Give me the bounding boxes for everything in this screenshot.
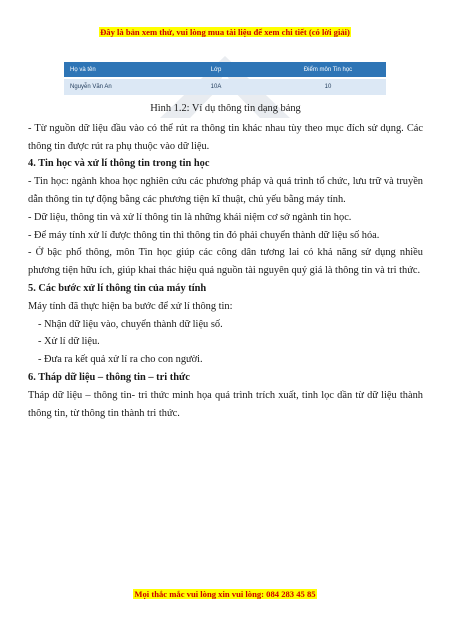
document-body (28, 100, 423, 422)
paragraph: Máy tính đã thực hiện ba bước để xử lí thông tin: (28, 300, 233, 312)
table-row (64, 79, 386, 95)
info-table-figure (64, 62, 386, 95)
cell-name: Nguyễn Văn An (70, 84, 112, 90)
preview-notice-text: Đây là bản xem thử, vui lòng mua tài liệu để xem chi tiết (có lời giải) (100, 27, 350, 37)
header-cell-name: Họ và tên (70, 66, 96, 73)
section-heading-4: 4. Tin học và xử lí thông tin trong tin học (28, 158, 210, 170)
list-item: - Xử lí dữ liệu. (38, 336, 100, 348)
contact-banner (0, 589, 450, 599)
header-cell-class: Lớp (210, 66, 222, 73)
cell-score: 10 (324, 84, 332, 90)
preview-notice-banner (0, 27, 450, 37)
list-item: - Đưa ra kết quả xử lí ra cho con người. (38, 354, 203, 366)
header-cell-score: Điểm môn Tin học (303, 66, 353, 73)
paragraph: - Để máy tính xử lí được thông tin thì thông tin đó phải chuyển thành dữ liệu số hóa. (28, 229, 380, 241)
paragraph: - Dữ liệu, thông tin và xử lí thông tin là những khái niệm cơ sở ngành tin học. (28, 211, 352, 223)
cell-class: 10A (210, 84, 222, 90)
paragraph: - Tin học: ngành khoa học nghiên cứu các phương pháp và quá trình tổ chức, lưu trữ và truyền dẫn thông tin tự động bằng các phương tiện kĩ thuật, chủ yếu bằng máy tính. (28, 176, 423, 205)
table-header-row (64, 62, 386, 77)
contact-text: Mọi thắc mắc vui lòng xin vui lòng: 084 283 45 85 (134, 589, 316, 599)
section-heading-6: 6. Tháp dữ liệu – thông tin – tri thức (28, 371, 190, 383)
section-heading-5: 5. Các bước xử lí thông tin của máy tính (28, 282, 207, 294)
figure-caption: Hình 1.2: Ví dụ thông tin dạng bảng (150, 103, 301, 114)
paragraph: - Từ nguồn dữ liệu đầu vào có thể rút ra thông tin khác nhau tùy theo mục đích sử dụng. Các thông tin được rút ra phụ thuộc vào dữ liệu. (28, 122, 423, 152)
list-item: - Nhận dữ liệu vào, chuyển thành dữ liệu số. (38, 318, 223, 330)
paragraph: Tháp dữ liệu – thông tin- tri thức minh họa quá trình trích xuất, tinh lọc dần từ dữ liệu thành thông tin, từ thông tin thành tri thức. (28, 389, 423, 419)
paragraph: - Ở bậc phổ thông, môn Tin học giúp các công dân tương lai có khả năng sử dụng nhiều phương tiện hữu ích, giúp khai thác hiệu quả nguồn tài nguyên quý giá là thông tin và tri thức. (28, 247, 423, 277)
